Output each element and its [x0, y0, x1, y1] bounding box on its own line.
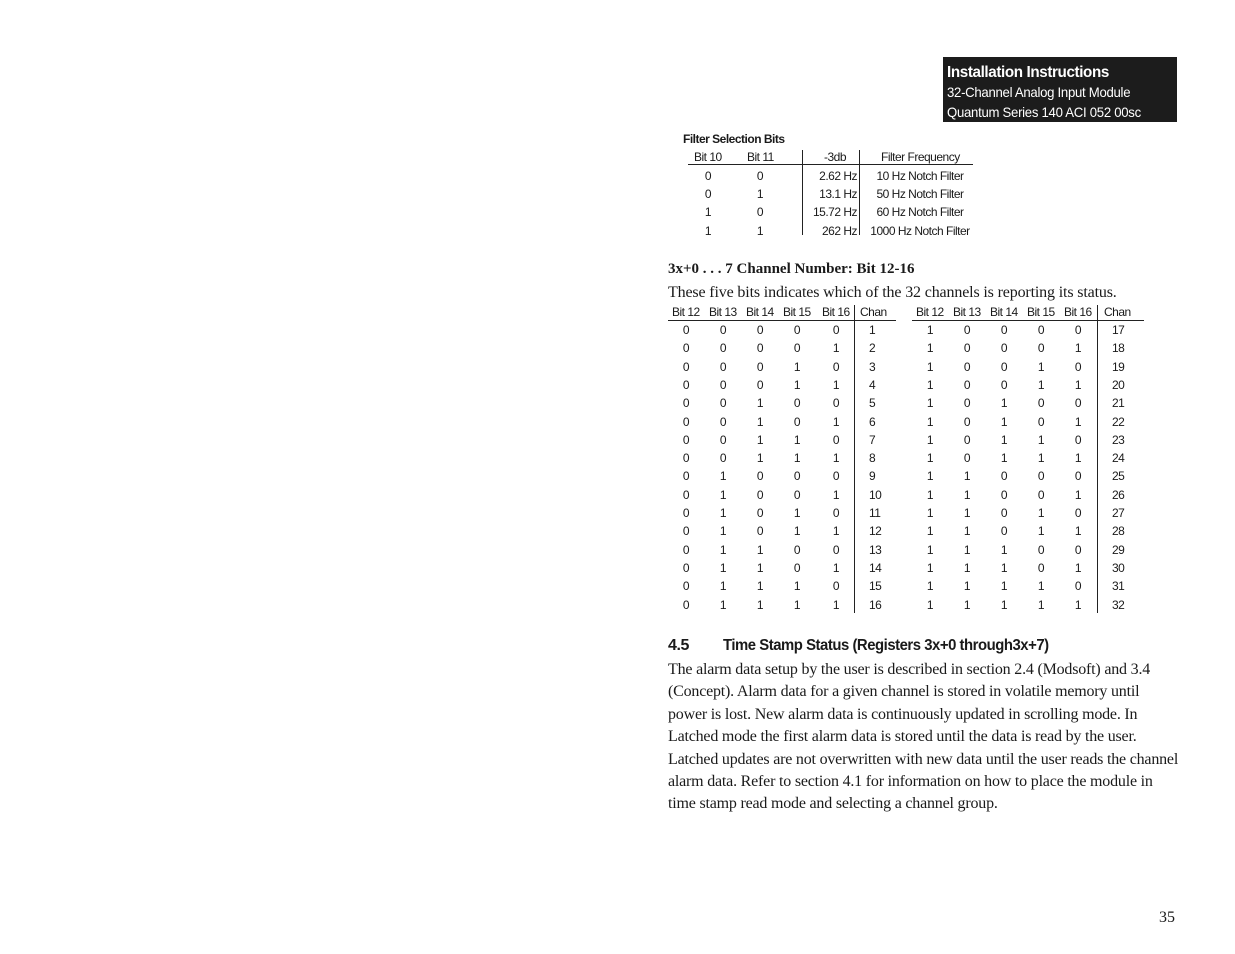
channel-bit-cell: 0	[682, 396, 690, 411]
channel-bit-cell: 1	[1074, 341, 1082, 356]
channel-bit-cell: 1	[1074, 377, 1082, 392]
channel-bit-cell: 1	[1037, 432, 1045, 447]
channel-bit-cell: 1	[926, 451, 934, 466]
channel-number-cell: 15	[869, 579, 882, 594]
channel-bit-cell: 0	[682, 506, 690, 520]
filter-cell: 60 Hz Notch Filter	[876, 205, 964, 219]
channel-heading: 3x+0 . . . 7 Channel Number: Bit 12-16	[668, 261, 915, 277]
channel-number-cell: 12	[869, 524, 882, 539]
channel-bit-cell: 0	[682, 469, 690, 484]
channel-number-cell: 24	[1112, 451, 1125, 466]
paragraph-line: (Concept). Alarm data for a given channel is stored in volatile memory until	[668, 683, 1140, 701]
channel-bit-cell: 0	[682, 579, 690, 594]
channel-bit-cell: 1	[926, 396, 934, 411]
filter-divider	[859, 150, 860, 235]
channel-bit-cell: 1	[926, 377, 934, 392]
channel-bit-cell: 0	[682, 323, 690, 337]
channel-bit-cell: 1	[1037, 597, 1045, 612]
channel-bit-cell: 0	[756, 341, 764, 356]
channel-bit-cell: 1	[1000, 396, 1008, 411]
channel-bit-cell: 0	[1037, 469, 1045, 484]
channel-number-cell: 2	[869, 341, 876, 356]
paragraph-line: alarm data. Refer to section 4.1 for information on how to place the module in	[668, 773, 1153, 791]
channel-bit-cell: 0	[756, 469, 764, 484]
channel-bit-cell: 1	[963, 597, 971, 612]
channel-bit-cell: 0	[682, 524, 690, 539]
channel-number-cell: 16	[869, 597, 882, 612]
channel-bit-cell: 0	[719, 359, 727, 374]
channel-header-cell: Chan	[860, 305, 887, 319]
channel-bit-cell: 1	[1037, 451, 1045, 466]
channel-header-cell: Bit 13	[953, 305, 981, 319]
filter-cell: 1	[756, 187, 764, 201]
filter-cell: 262 Hz	[821, 224, 857, 238]
channel-bit-cell: 0	[756, 377, 764, 392]
channel-bit-cell: 0	[963, 359, 971, 374]
channel-number-cell: 11	[869, 506, 881, 520]
channel-divider	[854, 305, 855, 613]
channel-bit-cell: 0	[793, 414, 801, 429]
channel-header-cell: Bit 14	[990, 305, 1018, 319]
channel-header-cell: Bit 15	[783, 305, 811, 319]
channel-bit-cell: 0	[963, 377, 971, 392]
channel-bit-cell: 1	[963, 579, 971, 594]
paragraph-line: The alarm data setup by the user is described in section 2.4 (Modsoft) and 3.4	[668, 661, 1151, 678]
channel-header-cell: Bit 15	[1027, 305, 1055, 319]
channel-bit-cell: 0	[793, 323, 801, 337]
filter-cell: 1	[704, 205, 712, 219]
channel-number-cell: 30	[1112, 560, 1125, 575]
channel-number-cell: 21	[1112, 396, 1125, 411]
filter-cell: 13.1 Hz	[819, 187, 857, 201]
channel-bit-cell: 1	[719, 487, 727, 502]
filter-cell: 1	[756, 224, 764, 238]
channel-number-cell: 18	[1112, 341, 1125, 356]
channel-number-cell: 6	[869, 414, 876, 429]
section-paragraph	[668, 659, 1188, 816]
channel-bit-cell: 0	[832, 469, 840, 484]
channel-bit-cell: 0	[1037, 560, 1045, 575]
filter-cell: 15.72 Hz	[812, 205, 857, 219]
filter-cell: 0	[756, 169, 764, 183]
channel-bit-cell: 0	[1000, 341, 1008, 356]
channel-bit-cell: 0	[719, 451, 727, 466]
channel-bit-cell: 1	[793, 579, 801, 594]
channel-bit-cell: 0	[1074, 359, 1082, 374]
channel-bit-cell: 1	[719, 469, 727, 484]
channel-bit-cell: 1	[719, 560, 727, 575]
paragraph-line: time stamp read mode and selecting a channel group.	[668, 795, 998, 813]
channel-bit-cell: 0	[682, 542, 690, 557]
channel-bit-cell: 1	[832, 597, 840, 612]
channel-bit-cell: 0	[963, 323, 971, 337]
channel-bit-cell: 0	[719, 323, 727, 337]
channel-bit-cell: 1	[832, 560, 840, 575]
header-series: Quantum Series 140 ACI 052 00sc	[947, 104, 1141, 120]
channel-bit-cell: 1	[1000, 579, 1008, 594]
channel-bit-cell: 1	[1074, 597, 1082, 612]
channel-bit-cell: 1	[963, 487, 971, 502]
channel-bit-cell: 0	[963, 451, 971, 466]
channel-bit-cell: 0	[756, 524, 764, 539]
channel-bit-cell: 0	[1074, 396, 1082, 411]
channel-bit-cell: 1	[963, 542, 971, 557]
channel-bit-cell: 0	[1037, 341, 1045, 356]
channel-bit-cell: 0	[1074, 579, 1082, 594]
channel-bit-cell: 1	[756, 414, 764, 429]
channel-number-cell: 31	[1112, 579, 1125, 594]
filter-header-cell: Filter Frequency	[881, 150, 960, 164]
channel-bit-cell: 1	[963, 506, 971, 520]
filter-cell: 0	[704, 187, 712, 201]
channel-bit-cell: 0	[756, 506, 764, 520]
section-number: 4.5	[668, 637, 690, 654]
channel-bit-cell: 1	[1000, 432, 1008, 447]
channel-divider	[1097, 305, 1098, 613]
filter-table-title: Filter Selection Bits	[683, 132, 785, 146]
page-number: 35	[1159, 909, 1175, 926]
channel-bit-cell: 1	[756, 451, 764, 466]
channel-bit-cell: 1	[793, 506, 801, 520]
channel-bit-cell: 1	[963, 560, 971, 575]
channel-bit-cell: 0	[1074, 542, 1082, 557]
channel-bit-cell: 0	[832, 579, 840, 594]
channel-header-cell: Bit 14	[746, 305, 774, 319]
channel-bit-cell: 1	[793, 377, 801, 392]
channel-bit-cell: 0	[1000, 377, 1008, 392]
channel-bit-cell: 0	[832, 506, 840, 520]
filter-cell: 10 Hz Notch Filter	[876, 169, 964, 183]
channel-number-cell: 17	[1112, 323, 1125, 337]
paragraph-line: Latched mode the first alarm data is stored until the data is read by the user.	[668, 728, 1137, 746]
channel-bit-cell: 1	[756, 432, 764, 447]
channel-bit-cell: 0	[1000, 524, 1008, 539]
channel-number-cell: 1	[869, 323, 876, 337]
header-title: Installation Instructions	[947, 64, 1109, 81]
filter-header-cell: Bit 10	[694, 150, 722, 164]
channel-bit-cell: 1	[756, 396, 764, 411]
channel-number-cell: 7	[869, 432, 876, 447]
channel-number-cell: 29	[1112, 542, 1125, 557]
document-header-box	[943, 57, 1177, 122]
channel-number-cell: 4	[869, 377, 876, 392]
channel-bit-cell: 0	[793, 469, 801, 484]
channel-bit-cell: 0	[793, 487, 801, 502]
channel-number-cell: 22	[1112, 414, 1125, 429]
channel-bit-cell: 1	[832, 341, 840, 356]
channel-bit-cell: 1	[926, 597, 934, 612]
paragraph-line: Latched updates are not overwritten with new data until the user reads the channel	[668, 750, 1179, 768]
filter-cell: 2.62 Hz	[819, 169, 857, 183]
channel-bit-cell: 0	[682, 451, 690, 466]
channel-bit-cell: 1	[719, 524, 727, 539]
channel-bit-cell: 1	[756, 579, 764, 594]
channel-bit-cell: 0	[719, 377, 727, 392]
filter-cell: 1	[704, 224, 712, 238]
channel-bit-cell: 0	[1037, 542, 1045, 557]
channel-header-rule	[668, 320, 896, 321]
channel-bit-cell: 0	[1074, 469, 1082, 484]
channel-bit-cell: 0	[793, 396, 801, 411]
channel-number-cell: 27	[1112, 506, 1125, 520]
channel-bit-cell: 1	[1037, 359, 1045, 374]
channel-bit-cell: 0	[832, 432, 840, 447]
channel-bit-cell: 0	[1037, 487, 1045, 502]
channel-bit-cell: 1	[1000, 451, 1008, 466]
channel-bit-cell: 1	[926, 506, 934, 520]
channel-number-cell: 32	[1112, 597, 1125, 612]
channel-bit-cell: 0	[832, 323, 840, 337]
channel-bit-cell: 1	[719, 542, 727, 557]
channel-bit-cell: 1	[793, 597, 801, 612]
channel-header-cell: Bit 12	[916, 305, 944, 319]
header-subtitle: 32-Channel Analog Input Module	[947, 84, 1131, 100]
channel-bit-cell: 1	[1074, 414, 1082, 429]
channel-number-cell: 8	[869, 451, 876, 466]
channel-bit-cell: 0	[682, 487, 690, 502]
channel-intro: These five bits indicates which of the 32 channels is reporting its status.	[668, 284, 1117, 301]
channel-number-cell: 13	[869, 542, 882, 557]
channel-bit-cell: 1	[1037, 377, 1045, 392]
filter-header-cell: -3db	[824, 150, 847, 164]
channel-bit-cell: 1	[926, 579, 934, 594]
channel-bit-cell: 1	[832, 414, 840, 429]
channel-number-cell: 10	[869, 487, 882, 502]
channel-bit-cell: 0	[1037, 414, 1045, 429]
channel-bit-cell: 1	[1074, 451, 1082, 466]
channel-bit-cell: 1	[832, 524, 840, 539]
channel-bit-cell: 0	[682, 432, 690, 447]
channel-bit-cell: 1	[719, 579, 727, 594]
channel-bit-cell: 1	[926, 414, 934, 429]
channel-bit-cell: 0	[682, 414, 690, 429]
channel-bit-cell: 0	[963, 341, 971, 356]
channel-bit-cell: 1	[926, 542, 934, 557]
channel-bit-cell: 0	[682, 359, 690, 374]
channel-bit-cell: 0	[719, 432, 727, 447]
channel-bit-cell: 0	[832, 359, 840, 374]
channel-bit-cell: 1	[756, 560, 764, 575]
channel-bit-cell: 1	[1074, 487, 1082, 502]
channel-bit-cell: 0	[1074, 432, 1082, 447]
channel-bit-cell: 1	[926, 432, 934, 447]
channel-number-cell: 5	[869, 396, 876, 411]
channel-bit-cell: 1	[832, 377, 840, 392]
filter-cell: 0	[756, 205, 764, 219]
channel-bit-cell: 1	[926, 359, 934, 374]
channel-bit-cell: 0	[793, 542, 801, 557]
channel-bit-cell: 1	[926, 487, 934, 502]
channel-bit-cell: 0	[1037, 323, 1045, 337]
channel-bit-cell: 1	[793, 524, 801, 539]
channel-header-cell: Bit 16	[822, 305, 850, 319]
channel-bit-cell: 0	[832, 396, 840, 411]
channel-bit-cell: 0	[682, 560, 690, 575]
channel-bit-cell: 1	[1037, 524, 1045, 539]
filter-header-rule	[688, 164, 973, 165]
filter-cell: 0	[704, 169, 712, 183]
channel-header-cell: Chan	[1104, 305, 1131, 319]
channel-header-cell: Bit 12	[672, 305, 700, 319]
channel-bit-cell: 1	[926, 323, 934, 337]
channel-bit-cell: 0	[1074, 323, 1082, 337]
channel-bit-cell: 1	[719, 506, 727, 520]
channel-number-cell: 26	[1112, 487, 1125, 502]
channel-number-cell: 25	[1112, 469, 1125, 484]
channel-bit-cell: 1	[1000, 414, 1008, 429]
channel-bit-cell: 1	[926, 469, 934, 484]
channel-bit-cell: 1	[963, 469, 971, 484]
channel-bit-cell: 0	[682, 341, 690, 356]
channel-bit-cell: 1	[1000, 560, 1008, 575]
channel-bit-cell: 0	[963, 396, 971, 411]
channel-bit-cell: 0	[793, 560, 801, 575]
channel-bit-cell: 1	[719, 597, 727, 612]
channel-number-cell: 23	[1112, 432, 1125, 447]
channel-bit-cell: 0	[832, 542, 840, 557]
channel-number-cell: 3	[869, 359, 876, 374]
channel-header-cell: Bit 16	[1064, 305, 1092, 319]
channel-bit-cell: 0	[719, 396, 727, 411]
channel-bit-cell: 0	[756, 323, 764, 337]
channel-bit-cell: 0	[1000, 487, 1008, 502]
channel-number-cell: 20	[1112, 377, 1125, 392]
channel-bit-cell: 1	[793, 451, 801, 466]
section-title: Time Stamp Status (Registers 3x+0 through3x+7)	[723, 637, 1049, 654]
channel-bit-cell: 0	[963, 414, 971, 429]
channel-bit-cell: 0	[682, 597, 690, 612]
channel-bit-cell: 0	[1074, 506, 1082, 520]
channel-bit-cell: 1	[793, 432, 801, 447]
channel-bit-cell: 1	[756, 542, 764, 557]
channel-bit-cell: 1	[1037, 506, 1045, 520]
channel-bit-cell: 1	[926, 560, 934, 575]
channel-bit-cell: 1	[926, 341, 934, 356]
channel-bit-cell: 1	[1000, 597, 1008, 612]
channel-bit-cell: 0	[756, 487, 764, 502]
channel-bit-cell: 1	[1000, 542, 1008, 557]
channel-bit-cell: 1	[1074, 560, 1082, 575]
channel-bit-cell: 1	[832, 451, 840, 466]
channel-number-cell: 19	[1112, 359, 1125, 374]
channel-bit-cell: 0	[1000, 323, 1008, 337]
channel-bit-cell: 0	[719, 341, 727, 356]
channel-bit-cell: 1	[756, 597, 764, 612]
channel-header-cell: Bit 13	[709, 305, 737, 319]
filter-cell: 1000 Hz Notch Filter	[870, 224, 970, 238]
channel-number-cell: 14	[869, 560, 882, 575]
channel-header-rule	[912, 320, 1144, 321]
channel-bit-cell: 0	[682, 377, 690, 392]
paragraph-line: power is lost. New alarm data is continuously updated in scrolling mode. In	[668, 705, 1138, 723]
channel-bit-cell: 1	[926, 524, 934, 539]
channel-number-cell: 28	[1112, 524, 1125, 539]
channel-bit-cell: 1	[832, 487, 840, 502]
channel-bit-cell: 0	[756, 359, 764, 374]
channel-bit-cell: 0	[719, 414, 727, 429]
channel-bit-cell: 0	[1000, 469, 1008, 484]
channel-bit-cell: 0	[1037, 396, 1045, 411]
channel-bit-cell: 1	[963, 524, 971, 539]
channel-number-cell: 9	[869, 469, 876, 484]
filter-header-cell: Bit 11	[747, 150, 774, 164]
channel-bit-cell: 1	[793, 359, 801, 374]
channel-bit-cell: 0	[1000, 359, 1008, 374]
channel-bit-cell: 0	[963, 432, 971, 447]
filter-cell: 50 Hz Notch Filter	[876, 187, 964, 201]
channel-bit-cell: 0	[793, 341, 801, 356]
channel-bit-cell: 1	[1037, 579, 1045, 594]
channel-bit-cell: 1	[1074, 524, 1082, 539]
channel-bit-cell: 0	[1000, 506, 1008, 520]
